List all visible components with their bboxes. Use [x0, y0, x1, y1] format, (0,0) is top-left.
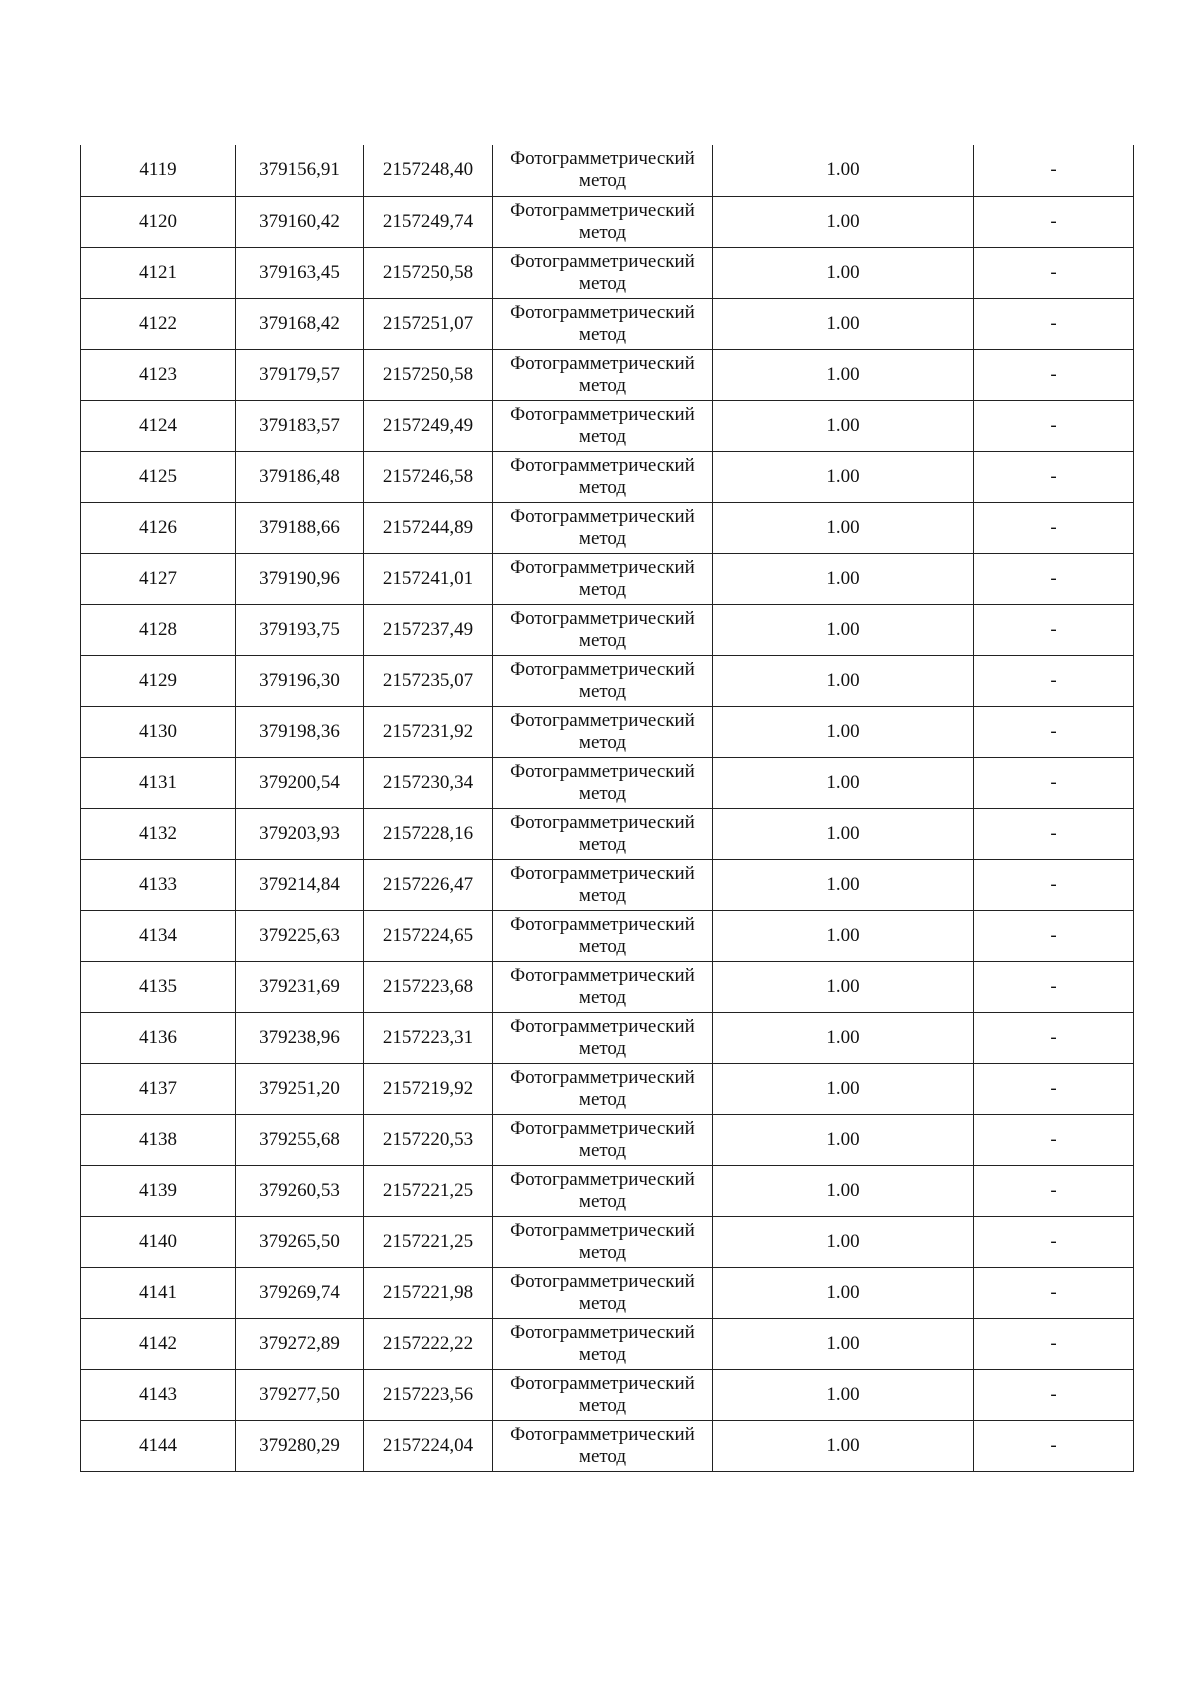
method-cell — [493, 910, 713, 961]
point-number-cell: 4120 — [81, 196, 236, 247]
method-line-2: метод — [578, 884, 627, 906]
accuracy-cell: 1.00 — [713, 1165, 974, 1216]
method-cell — [493, 502, 713, 553]
x-coordinate-cell: 379168,42 — [236, 298, 364, 349]
method-line-2: метод — [578, 935, 627, 957]
method-line-1: Фотограмметрический — [510, 1168, 695, 1190]
method-cell — [493, 553, 713, 604]
method-cell — [493, 247, 713, 298]
accuracy-cell: 1.00 — [713, 1063, 974, 1114]
accuracy-cell: 1.00 — [713, 961, 974, 1012]
y-coordinate-cell: 2157246,58 — [364, 451, 493, 502]
x-coordinate-cell: 379198,36 — [236, 706, 364, 757]
x-coordinate-cell: 379200,54 — [236, 757, 364, 808]
point-number-cell: 4129 — [81, 655, 236, 706]
table-row — [81, 655, 1134, 706]
table-row — [81, 349, 1134, 400]
method-cell — [493, 400, 713, 451]
x-coordinate-cell: 379238,96 — [236, 1012, 364, 1063]
point-number-cell: 4135 — [81, 961, 236, 1012]
method-line-2: метод — [578, 578, 627, 600]
point-number-cell: 4143 — [81, 1369, 236, 1420]
method-line-1: Фотограмметрический — [510, 556, 695, 578]
method-cell — [493, 1165, 713, 1216]
point-number-cell: 4125 — [81, 451, 236, 502]
method-line-2: метод — [578, 476, 627, 498]
method-line-2: метод — [578, 1292, 627, 1314]
table-row — [81, 1012, 1134, 1063]
accuracy-cell: 1.00 — [713, 604, 974, 655]
method-line-2: метод — [578, 1445, 627, 1467]
method-line-1: Фотограмметрический — [510, 913, 695, 935]
coordinates-table — [80, 145, 1134, 1472]
note-cell: - — [974, 1063, 1134, 1114]
method-line-2: метод — [578, 1190, 627, 1212]
method-line-2: метод — [578, 833, 627, 855]
method-line-1: Фотограмметрический — [510, 1117, 695, 1139]
method-line-2: метод — [578, 323, 627, 345]
method-line-1: Фотограмметрический — [510, 607, 695, 629]
note-cell: - — [974, 145, 1134, 196]
accuracy-cell: 1.00 — [713, 553, 974, 604]
point-number-cell: 4122 — [81, 298, 236, 349]
point-number-cell: 4136 — [81, 1012, 236, 1063]
note-cell: - — [974, 502, 1134, 553]
method-line-2: метод — [578, 1139, 627, 1161]
method-line-1: Фотограмметрический — [510, 1372, 695, 1394]
method-cell — [493, 1420, 713, 1471]
note-cell: - — [974, 1318, 1134, 1369]
coordinates-table-body — [81, 145, 1134, 1471]
method-line-1: Фотограмметрический — [510, 964, 695, 986]
method-cell — [493, 706, 713, 757]
method-cell — [493, 655, 713, 706]
method-line-1: Фотограмметрический — [510, 1219, 695, 1241]
point-number-cell: 4141 — [81, 1267, 236, 1318]
method-cell — [493, 961, 713, 1012]
table-row — [81, 196, 1134, 247]
y-coordinate-cell: 2157230,34 — [364, 757, 493, 808]
table-row — [81, 1165, 1134, 1216]
method-cell — [493, 349, 713, 400]
accuracy-cell: 1.00 — [713, 298, 974, 349]
x-coordinate-cell: 379179,57 — [236, 349, 364, 400]
method-line-1: Фотограмметрический — [510, 760, 695, 782]
table-row — [81, 961, 1134, 1012]
y-coordinate-cell: 2157221,98 — [364, 1267, 493, 1318]
y-coordinate-cell: 2157224,04 — [364, 1420, 493, 1471]
y-coordinate-cell: 2157249,49 — [364, 400, 493, 451]
method-line-2: метод — [578, 1241, 627, 1263]
method-cell — [493, 298, 713, 349]
x-coordinate-cell: 379196,30 — [236, 655, 364, 706]
x-coordinate-cell: 379190,96 — [236, 553, 364, 604]
method-line-1: Фотограмметрический — [510, 301, 695, 323]
point-number-cell: 4127 — [81, 553, 236, 604]
note-cell: - — [974, 706, 1134, 757]
table-row — [81, 910, 1134, 961]
y-coordinate-cell: 2157250,58 — [364, 247, 493, 298]
point-number-cell: 4133 — [81, 859, 236, 910]
note-cell: - — [974, 1114, 1134, 1165]
method-cell — [493, 604, 713, 655]
method-line-1: Фотограмметрический — [510, 505, 695, 527]
note-cell: - — [974, 808, 1134, 859]
point-number-cell: 4124 — [81, 400, 236, 451]
accuracy-cell: 1.00 — [713, 706, 974, 757]
y-coordinate-cell: 2157220,53 — [364, 1114, 493, 1165]
y-coordinate-cell: 2157250,58 — [364, 349, 493, 400]
method-cell — [493, 757, 713, 808]
y-coordinate-cell: 2157249,74 — [364, 196, 493, 247]
method-line-1: Фотограмметрический — [510, 658, 695, 680]
y-coordinate-cell: 2157235,07 — [364, 655, 493, 706]
accuracy-cell: 1.00 — [713, 502, 974, 553]
table-row — [81, 604, 1134, 655]
method-line-1: Фотограмметрический — [510, 811, 695, 833]
method-cell — [493, 859, 713, 910]
table-row — [81, 1114, 1134, 1165]
method-line-2: метод — [578, 986, 627, 1008]
note-cell: - — [974, 349, 1134, 400]
x-coordinate-cell: 379251,20 — [236, 1063, 364, 1114]
method-line-2: метод — [578, 374, 627, 396]
x-coordinate-cell: 379163,45 — [236, 247, 364, 298]
table-row — [81, 145, 1134, 196]
accuracy-cell: 1.00 — [713, 808, 974, 859]
accuracy-cell: 1.00 — [713, 1114, 974, 1165]
method-line-2: метод — [578, 1343, 627, 1365]
x-coordinate-cell: 379231,69 — [236, 961, 364, 1012]
table-row — [81, 859, 1134, 910]
x-coordinate-cell: 379214,84 — [236, 859, 364, 910]
accuracy-cell: 1.00 — [713, 757, 974, 808]
point-number-cell: 4139 — [81, 1165, 236, 1216]
method-line-2: метод — [578, 170, 627, 192]
table-row — [81, 808, 1134, 859]
table-row — [81, 502, 1134, 553]
method-line-2: метод — [578, 1088, 627, 1110]
method-line-1: Фотограмметрический — [510, 709, 695, 731]
note-cell: - — [974, 1216, 1134, 1267]
x-coordinate-cell: 379203,93 — [236, 808, 364, 859]
method-line-2: метод — [578, 272, 627, 294]
accuracy-cell: 1.00 — [713, 349, 974, 400]
table-row — [81, 1216, 1134, 1267]
note-cell: - — [974, 859, 1134, 910]
method-line-1: Фотограмметрический — [510, 199, 695, 221]
y-coordinate-cell: 2157248,40 — [364, 145, 493, 196]
accuracy-cell: 1.00 — [713, 1267, 974, 1318]
table-row — [81, 757, 1134, 808]
note-cell: - — [974, 961, 1134, 1012]
note-cell: - — [974, 1012, 1134, 1063]
method-line-1: Фотограмметрический — [510, 1066, 695, 1088]
note-cell: - — [974, 1369, 1134, 1420]
method-cell — [493, 196, 713, 247]
x-coordinate-cell: 379193,75 — [236, 604, 364, 655]
y-coordinate-cell: 2157237,49 — [364, 604, 493, 655]
y-coordinate-cell: 2157222,22 — [364, 1318, 493, 1369]
accuracy-cell: 1.00 — [713, 1318, 974, 1369]
note-cell: - — [974, 451, 1134, 502]
x-coordinate-cell: 379183,57 — [236, 400, 364, 451]
point-number-cell: 4130 — [81, 706, 236, 757]
method-line-1: Фотограмметрический — [510, 1321, 695, 1343]
note-cell: - — [974, 655, 1134, 706]
note-cell: - — [974, 1165, 1134, 1216]
method-cell — [493, 1267, 713, 1318]
table-row — [81, 1063, 1134, 1114]
y-coordinate-cell: 2157231,92 — [364, 706, 493, 757]
accuracy-cell: 1.00 — [713, 400, 974, 451]
y-coordinate-cell: 2157223,68 — [364, 961, 493, 1012]
method-line-2: метод — [578, 629, 627, 651]
method-cell — [493, 1114, 713, 1165]
table-row — [81, 1369, 1134, 1420]
x-coordinate-cell: 379265,50 — [236, 1216, 364, 1267]
point-number-cell: 4137 — [81, 1063, 236, 1114]
y-coordinate-cell: 2157244,89 — [364, 502, 493, 553]
method-line-1: Фотограмметрический — [510, 352, 695, 374]
x-coordinate-cell: 379156,91 — [236, 145, 364, 196]
point-number-cell: 4144 — [81, 1420, 236, 1471]
method-cell — [493, 145, 713, 196]
method-line-2: метод — [578, 221, 627, 243]
method-line-2: метод — [578, 1394, 627, 1416]
note-cell: - — [974, 196, 1134, 247]
y-coordinate-cell: 2157219,92 — [364, 1063, 493, 1114]
note-cell: - — [974, 247, 1134, 298]
note-cell: - — [974, 604, 1134, 655]
x-coordinate-cell: 379160,42 — [236, 196, 364, 247]
method-line-2: метод — [578, 1037, 627, 1059]
method-cell — [493, 808, 713, 859]
x-coordinate-cell: 379225,63 — [236, 910, 364, 961]
point-number-cell: 4140 — [81, 1216, 236, 1267]
note-cell: - — [974, 1267, 1134, 1318]
point-number-cell: 4138 — [81, 1114, 236, 1165]
point-number-cell: 4119 — [81, 145, 236, 196]
method-cell — [493, 1216, 713, 1267]
method-line-1: Фотограмметрический — [510, 148, 695, 170]
table-row — [81, 1318, 1134, 1369]
y-coordinate-cell: 2157221,25 — [364, 1165, 493, 1216]
method-line-1: Фотограмметрический — [510, 862, 695, 884]
method-line-2: метод — [578, 782, 627, 804]
y-coordinate-cell: 2157223,56 — [364, 1369, 493, 1420]
table-row — [81, 1420, 1134, 1471]
y-coordinate-cell: 2157223,31 — [364, 1012, 493, 1063]
table-row — [81, 400, 1134, 451]
method-line-2: метод — [578, 425, 627, 447]
x-coordinate-cell: 379260,53 — [236, 1165, 364, 1216]
method-line-1: Фотограмметрический — [510, 1015, 695, 1037]
point-number-cell: 4142 — [81, 1318, 236, 1369]
accuracy-cell: 1.00 — [713, 145, 974, 196]
method-line-1: Фотограмметрический — [510, 250, 695, 272]
method-line-1: Фотограмметрический — [510, 403, 695, 425]
method-line-1: Фотограмметрический — [510, 454, 695, 476]
accuracy-cell: 1.00 — [713, 1012, 974, 1063]
method-line-1: Фотограмметрический — [510, 1423, 695, 1445]
point-number-cell: 4121 — [81, 247, 236, 298]
x-coordinate-cell: 379186,48 — [236, 451, 364, 502]
method-line-2: метод — [578, 731, 627, 753]
y-coordinate-cell: 2157226,47 — [364, 859, 493, 910]
table-row — [81, 1267, 1134, 1318]
method-cell — [493, 1012, 713, 1063]
note-cell: - — [974, 910, 1134, 961]
note-cell: - — [974, 298, 1134, 349]
point-number-cell: 4123 — [81, 349, 236, 400]
table-row — [81, 298, 1134, 349]
accuracy-cell: 1.00 — [713, 451, 974, 502]
note-cell: - — [974, 553, 1134, 604]
accuracy-cell: 1.00 — [713, 910, 974, 961]
y-coordinate-cell: 2157224,65 — [364, 910, 493, 961]
accuracy-cell: 1.00 — [713, 655, 974, 706]
y-coordinate-cell: 2157221,25 — [364, 1216, 493, 1267]
method-line-2: метод — [578, 527, 627, 549]
point-number-cell: 4126 — [81, 502, 236, 553]
note-cell: - — [974, 400, 1134, 451]
y-coordinate-cell: 2157251,07 — [364, 298, 493, 349]
accuracy-cell: 1.00 — [713, 859, 974, 910]
note-cell: - — [974, 1420, 1134, 1471]
accuracy-cell: 1.00 — [713, 196, 974, 247]
method-line-1: Фотограмметрический — [510, 1270, 695, 1292]
method-cell — [493, 1369, 713, 1420]
method-cell — [493, 451, 713, 502]
point-number-cell: 4131 — [81, 757, 236, 808]
note-cell: - — [974, 757, 1134, 808]
accuracy-cell: 1.00 — [713, 247, 974, 298]
x-coordinate-cell: 379272,89 — [236, 1318, 364, 1369]
x-coordinate-cell: 379269,74 — [236, 1267, 364, 1318]
table-row — [81, 247, 1134, 298]
x-coordinate-cell: 379277,50 — [236, 1369, 364, 1420]
x-coordinate-cell: 379280,29 — [236, 1420, 364, 1471]
accuracy-cell: 1.00 — [713, 1369, 974, 1420]
accuracy-cell: 1.00 — [713, 1216, 974, 1267]
table-row — [81, 451, 1134, 502]
table-row — [81, 553, 1134, 604]
table-row — [81, 706, 1134, 757]
y-coordinate-cell: 2157241,01 — [364, 553, 493, 604]
method-line-2: метод — [578, 680, 627, 702]
method-cell — [493, 1063, 713, 1114]
point-number-cell: 4132 — [81, 808, 236, 859]
point-number-cell: 4128 — [81, 604, 236, 655]
point-number-cell: 4134 — [81, 910, 236, 961]
y-coordinate-cell: 2157228,16 — [364, 808, 493, 859]
method-cell — [493, 1318, 713, 1369]
x-coordinate-cell: 379255,68 — [236, 1114, 364, 1165]
x-coordinate-cell: 379188,66 — [236, 502, 364, 553]
accuracy-cell: 1.00 — [713, 1420, 974, 1471]
